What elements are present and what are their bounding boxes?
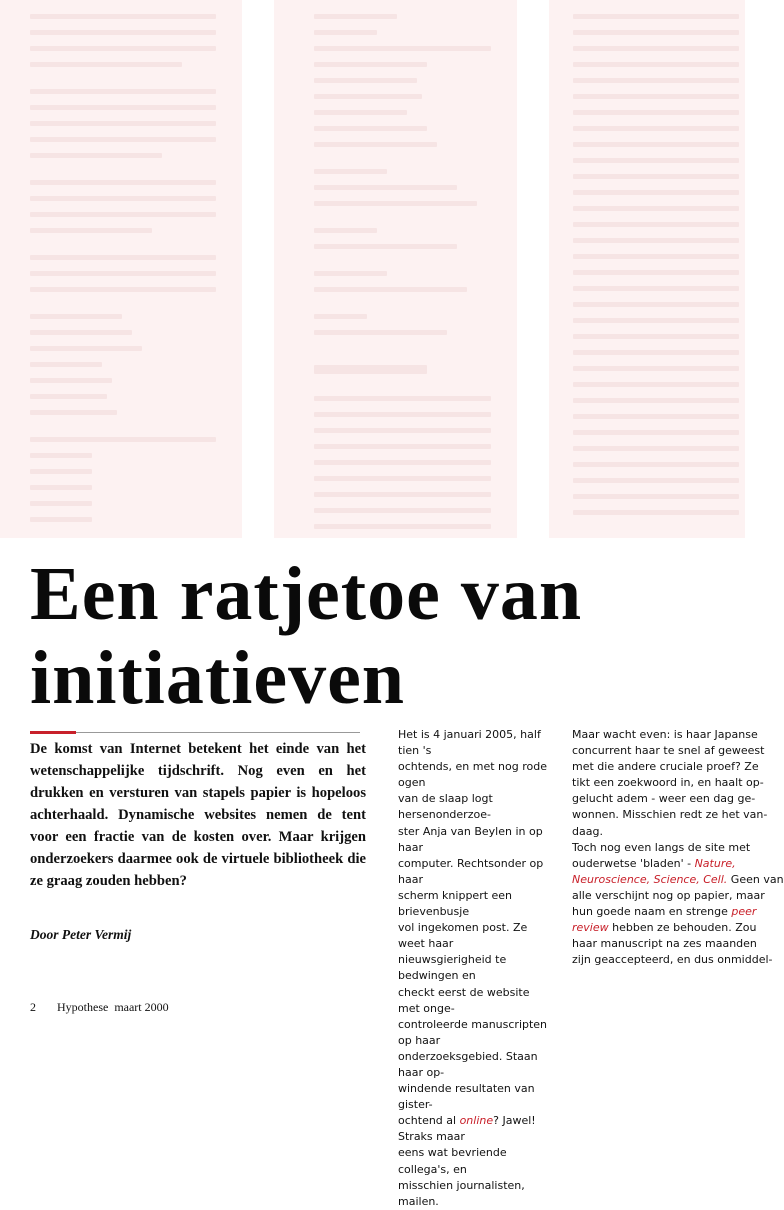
review-term: review bbox=[572, 921, 609, 935]
body-line: checkt eerst de website met onge- bbox=[398, 985, 530, 1015]
body-line: daag. bbox=[572, 824, 603, 838]
body-line-journals bbox=[572, 856, 745, 872]
body-line: tikt een zoekwoord in, en haalt op- bbox=[572, 776, 764, 790]
publication-info: Hypothese maart 2000 bbox=[57, 1000, 169, 1014]
faded-column-right bbox=[549, 0, 745, 538]
body-line: Maar wacht even: is haar Japanse bbox=[572, 728, 758, 741]
body-line: concurrent haar te snel af geweest bbox=[572, 744, 765, 758]
journals-after: Geen van bbox=[727, 872, 784, 886]
journal-nature: Nature, bbox=[694, 856, 736, 870]
body-line: van de slaap logt hersenonderzoe- bbox=[398, 792, 493, 822]
body-line: eens wat bevriende collega's, en bbox=[398, 1146, 507, 1176]
online-pre: ochtend al bbox=[398, 1114, 460, 1128]
review-post: hebben ze behouden. Zou bbox=[608, 921, 757, 935]
body-line-peer bbox=[572, 904, 757, 920]
body-line: alle verschijnt nog op papier, maar bbox=[572, 888, 765, 902]
body-line: zijn geaccepteerd, en dus onmiddel- bbox=[572, 953, 773, 967]
body-line-journals-2 bbox=[572, 872, 784, 888]
body-line: wonnen. Misschien redt ze het van- bbox=[572, 808, 768, 822]
headline-line-2: initiatieven bbox=[30, 636, 406, 720]
body-line: scherm knippert een brievenbusje bbox=[398, 888, 513, 919]
body-line: windende resultaten van gister- bbox=[398, 1082, 535, 1112]
body-line: gelucht adem - weer een dag ge- bbox=[572, 792, 756, 806]
body-line: nieuwsgierigheid te bedwingen en bbox=[398, 953, 507, 983]
body-column-middle bbox=[398, 727, 554, 1210]
article-byline: Door Peter Vermij bbox=[30, 927, 132, 942]
body-line: vol ingekomen post. Ze weet haar bbox=[398, 921, 528, 951]
page-number: 2 bbox=[30, 1000, 36, 1014]
body-column-right bbox=[572, 727, 784, 968]
body-line: Toch nog even langs de site met bbox=[572, 840, 751, 854]
body-line: misschien journalisten, mailen. bbox=[398, 1178, 525, 1208]
divider-rule bbox=[76, 732, 360, 733]
body-line: haar manuscript na zes maanden bbox=[572, 937, 757, 951]
online-post: ? Jawel! Straks maar bbox=[398, 1114, 536, 1144]
body-line: Het is 4 januari 2005, half tien 's bbox=[398, 728, 541, 758]
journals-intro: ouderwetse 'bladen' - bbox=[572, 856, 695, 870]
page-footer bbox=[30, 1000, 169, 1015]
headline-line-1: Een ratjetoe van bbox=[30, 552, 583, 636]
body-line: computer. Rechtsonder op haar bbox=[398, 856, 544, 886]
article-lead: De komst van Internet betekent het einde van het wetenschappelijke tijdschrift. Nog even en het drukken en versturen van stapels papier is hopeloos achterhaald. Dynamische websites nemen de tent voor een fractie van de kosten over. Maar krijgen onderzoekers daarmee ook de virtuele bibliotheek die ze graag zouden hebben? bbox=[30, 741, 366, 889]
body-line-online bbox=[398, 1113, 554, 1145]
faded-column-middle bbox=[274, 0, 517, 538]
article-headline bbox=[30, 552, 730, 720]
peer-term: peer bbox=[731, 905, 757, 919]
faded-top-band bbox=[0, 0, 745, 540]
body-line-review bbox=[572, 920, 757, 936]
body-line: ster Anja van Beylen in op haar bbox=[398, 824, 543, 854]
journal-list: Neuroscience, Science, Cell. bbox=[572, 872, 728, 886]
body-line: met die andere cruciale proef? Ze bbox=[572, 760, 759, 774]
online-term: online bbox=[459, 1114, 494, 1128]
accent-rule bbox=[30, 731, 76, 734]
peer-pre: hun goede naam en strenge bbox=[572, 905, 732, 919]
body-line: controleerde manuscripten op haar bbox=[398, 1017, 548, 1047]
body-line: onderzoeksgebied. Staan haar op- bbox=[398, 1049, 538, 1079]
faded-column-left bbox=[0, 0, 242, 538]
body-line: ochtends, en met nog rode ogen bbox=[398, 760, 547, 790]
